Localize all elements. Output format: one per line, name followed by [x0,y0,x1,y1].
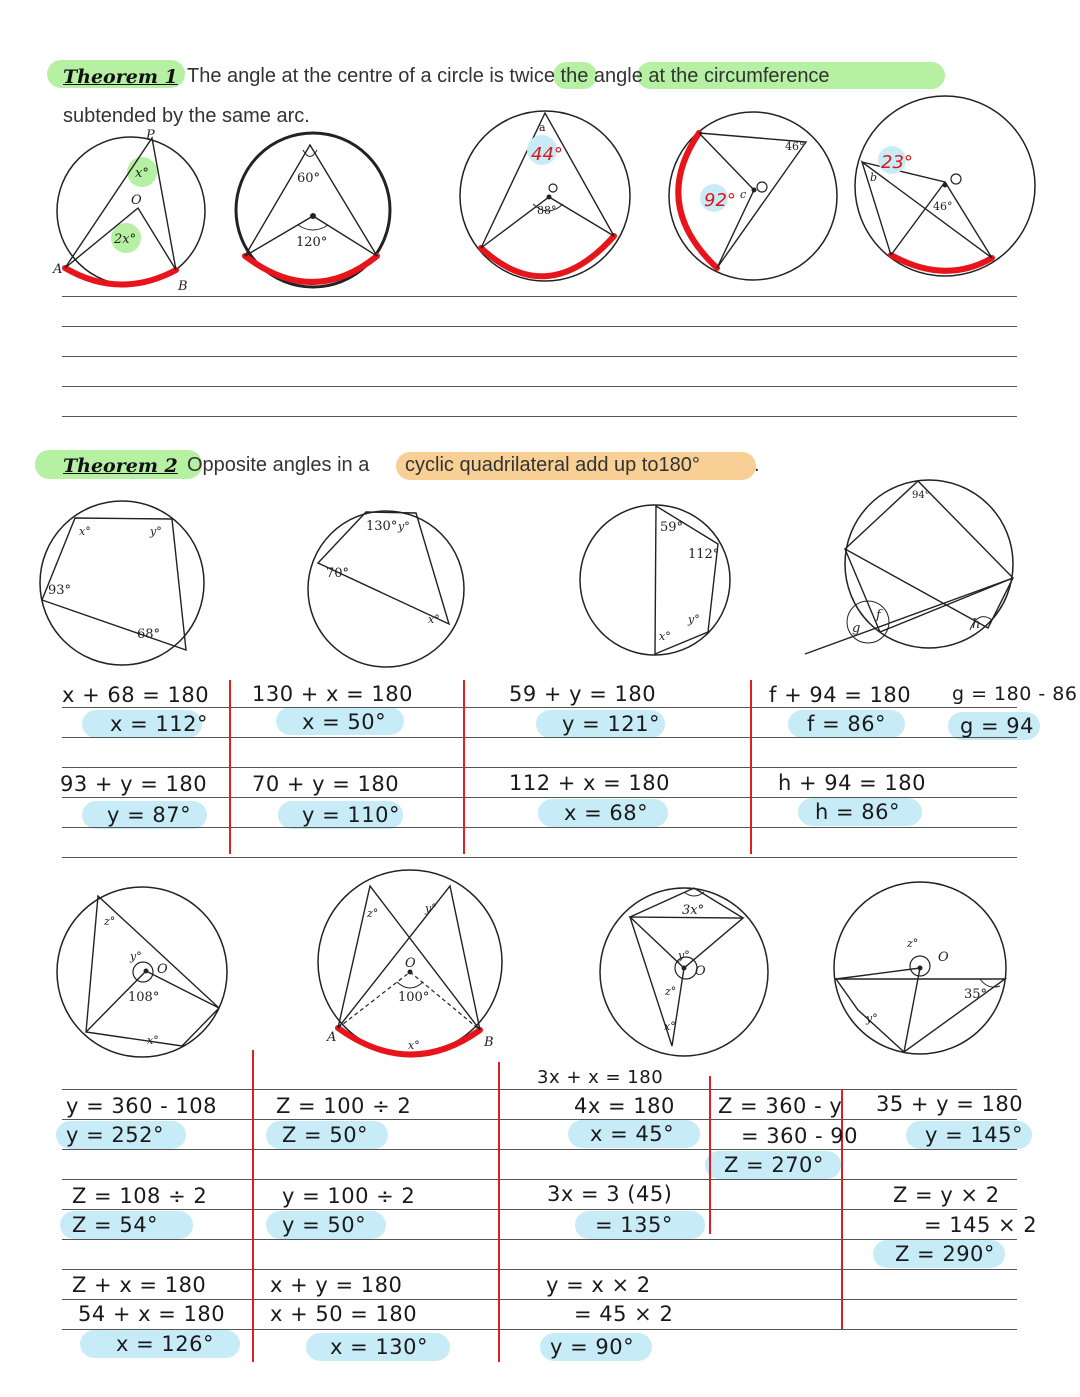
work-line: Z = y × 2 [893,1183,1000,1207]
label: x° [147,1034,159,1047]
label: 59° [660,520,684,535]
ruled-line [62,1149,1017,1150]
column-divider [252,1050,254,1362]
work-line: 93 + y = 180 [60,772,208,796]
t2r2-diagram-1 [57,887,227,1057]
label: z° [907,937,919,950]
label: O [157,962,168,977]
answer: g = 94 [960,714,1034,738]
ruled-line [62,1239,1017,1240]
label: y° [678,949,690,962]
work-line: y = 100 ÷ 2 [282,1184,416,1208]
label: A [53,262,63,277]
t2r2-diagram-2 [318,870,502,1055]
label: x° [659,630,671,643]
theorem1-statement-line1: The angle at the centre of a circle is twice the angle at the circumference [187,65,830,87]
answer: y = 50° [282,1213,367,1237]
ruled-line [62,1299,1017,1300]
label: x° [664,1020,676,1033]
label: O [938,950,949,965]
theorem2-statement-highlight: cyclic quadrilateral add up to180° [405,454,700,476]
label: y° [130,950,142,963]
answer: Z = 50° [282,1123,369,1147]
answer: Z = 54° [72,1213,159,1237]
label: y° [398,520,410,533]
answer: y = 87° [107,803,192,827]
red-answer: 92° [704,190,736,211]
label: 46° [933,200,953,213]
label: 3x° [682,903,705,918]
answer: Z = 270° [724,1153,824,1177]
work-line: 4x = 180 [574,1094,675,1118]
label: 88° [537,204,557,217]
answer: x = 45° [590,1122,675,1146]
work-line: Z = 108 ÷ 2 [72,1184,208,1208]
label: 100° [398,990,430,1005]
label: O [695,964,706,979]
label: 108° [128,990,160,1005]
label: O [131,193,142,208]
work-line: 59 + y = 180 [509,682,657,706]
label: 46° [785,140,805,153]
work-line: x + 50 = 180 [270,1302,418,1326]
label: 2x° [114,232,137,247]
ruled-line [62,1329,1017,1330]
answer: y = 121° [562,712,660,736]
theorem1-label: Theorem 1 [63,66,178,88]
answer: x = 112° [110,712,208,736]
label: x° [408,1039,420,1052]
label: 112° [688,547,720,562]
work-line: 70 + y = 180 [252,772,400,796]
label: x° [135,166,149,181]
label: x° [79,525,91,538]
label: B [484,1035,494,1050]
work-line: 130 + x = 180 [252,682,413,706]
label: y° [425,902,437,915]
ruled-line [62,1209,1017,1210]
theorem1-statement-line2: subtended by the same arc. [63,105,310,127]
label: y° [866,1012,878,1025]
ruled-line [62,1179,1017,1180]
theorem2-label: Theorem 2 [63,455,178,477]
answer: y = 110° [302,803,400,827]
work-line: Z = 100 ÷ 2 [276,1094,412,1118]
answer: x = 130° [330,1335,428,1359]
work-line: Z + x = 180 [72,1273,207,1297]
column-divider [498,1062,500,1362]
work-line: 3x = 3 (45) [547,1182,673,1206]
label: 70° [326,566,350,581]
label: A [327,1030,337,1045]
label: 35° [964,987,988,1002]
label: z° [367,907,379,920]
ruled-line [62,1089,1017,1090]
work-line: y = 360 - 108 [66,1094,217,1118]
theorem2-statement-pre: Opposite angles in a [187,454,370,476]
work-line: x + 68 = 180 [62,683,210,707]
answer: x = 50° [302,710,387,734]
label: f [876,608,881,623]
answer: y = 252° [66,1123,164,1147]
label: b [870,171,878,184]
label: O [405,956,416,971]
ruled-line [62,1119,1017,1120]
label: y° [688,613,700,626]
work-line: 3x + x = 180 [537,1067,664,1088]
work-line: 112 + x = 180 [509,771,670,795]
label: 68° [137,627,161,642]
ruled-line [62,1269,1017,1270]
work-line: f + 94 = 180 [769,683,912,707]
work-line: = 45 × 2 [574,1302,674,1326]
column-divider [709,1076,711,1234]
answer: h = 86° [815,800,900,824]
label: x° [428,613,440,626]
work-line: y = x × 2 [546,1273,651,1297]
theorem2-statement-post: . [754,454,760,476]
label: g [852,621,861,636]
label: 93° [48,583,72,598]
label: z° [665,985,677,998]
label: h [972,617,981,632]
label: B [178,279,188,294]
label: 130° [366,519,398,534]
work-line: g = 180 - 86 [952,683,1078,705]
work-line: 35 + y = 180 [876,1092,1024,1116]
t2r2-diagram-4 [834,882,1006,1054]
answer: y = 90° [550,1335,635,1359]
label: 94° [912,490,930,501]
label: 60° [297,171,321,186]
work-line: Z = 360 - y [718,1094,843,1118]
work-line: = 360 - 90 [741,1124,859,1148]
t2r2-diagram-3 [600,888,768,1056]
answer: Z = 290° [895,1242,995,1266]
work-line: h + 94 = 180 [778,771,927,795]
work-line: 54 + x = 180 [78,1302,226,1326]
label: P [146,128,155,143]
work-line: x + y = 180 [270,1273,403,1297]
label: c [740,188,747,201]
answer: x = 68° [564,801,649,825]
answer: y = 145° [925,1123,1023,1147]
answer: = 135° [595,1213,673,1237]
label: z° [104,915,116,928]
answer: x = 126° [116,1332,214,1356]
work-line: = 145 × 2 [924,1213,1038,1237]
red-answer: 23° [881,152,913,173]
answer: f = 86° [807,712,887,736]
label: y° [150,525,162,538]
red-answer: 44° [531,144,563,165]
label: 120° [296,235,328,250]
label: a [539,121,546,134]
